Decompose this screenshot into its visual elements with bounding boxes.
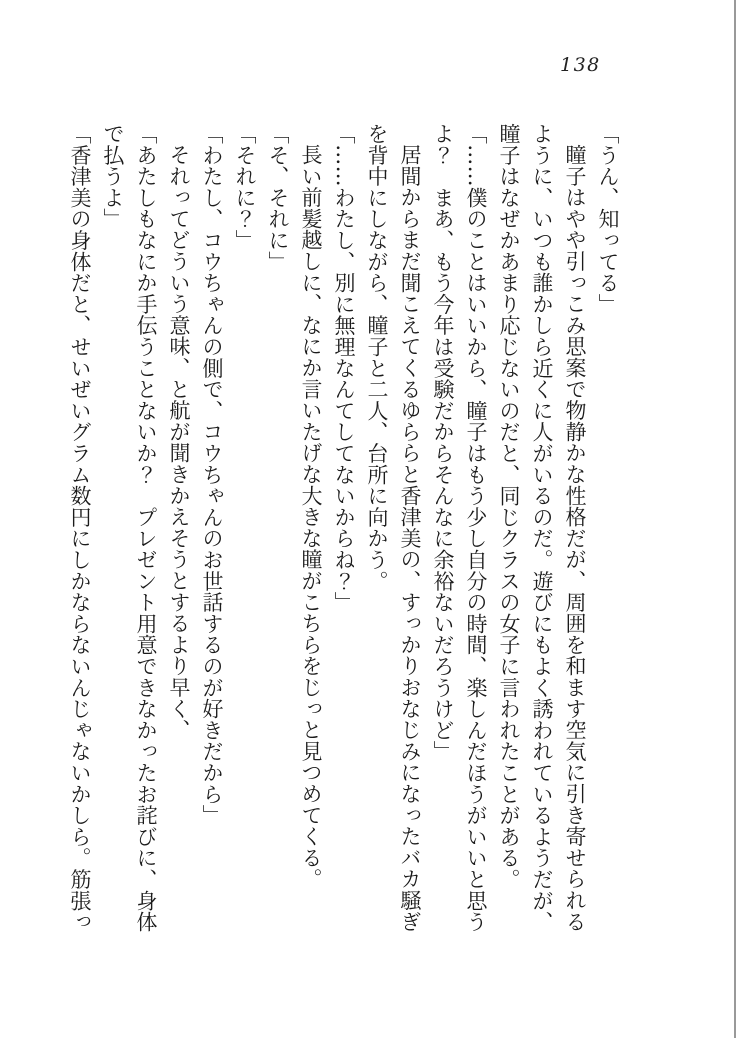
text-block [63,123,624,943]
text-line: 「そ、それに」 [266,123,290,273]
text-line: 「わたし、コウちゃんの側で、コウちゃんのお世話するのが好きだから」 [200,123,224,826]
text-line: 瞳子はなぜかあまり応じないのだと、同じクラスの女子に言われたことがある。 [497,123,521,890]
text-line: 居間からまだ聞こえてくるゆららと香津美の、すっかりおなじみになったバカ騒ぎ [398,144,422,933]
text-line: で払うよ」 [101,123,125,230]
text-line: 「それに？」 [233,123,257,251]
text-line: 「……僕のことはいいから、瞳子はもう少し自分の時間、楽しんだほうがいいと思う [464,123,488,933]
text-line: を背中にしながら、瞳子と二人、台所に向かう。 [365,123,389,592]
text-line: 「……わたし、別に無理なんてしてないからね？」 [332,123,356,613]
text-line: 「香津美の身体だと、せいぜいグラム数円にしかならないんじゃないかしら。筋張っ [68,123,92,933]
text-line: 「あたしもなにか手伝うことないか？ プレゼント用意できなかったお詫びに、身体 [134,123,158,933]
text-line: 長い前髪越しに、なにか言いたげな大きな瞳がこちらをじっと見つめてくる。 [299,144,323,890]
page-number: 138 [560,54,601,76]
text-line: 瞳子はやや引っこみ思案で物静かな性格だが、周囲を和ます空気に引き寄せられる [563,144,587,933]
text-line: ように、いつも誰かしら近くに人がいるのだ。遊びにもよく誘われているようだが、 [530,123,554,933]
text-line: よ？ まあ、もう今年は受験だからそんなに余裕ないだろうけど」 [431,123,455,762]
text-line: 「うん、知ってる」 [596,123,620,315]
text-line: それってどういう意味、と航が聞きかえそうとするより早く、 [167,144,191,741]
